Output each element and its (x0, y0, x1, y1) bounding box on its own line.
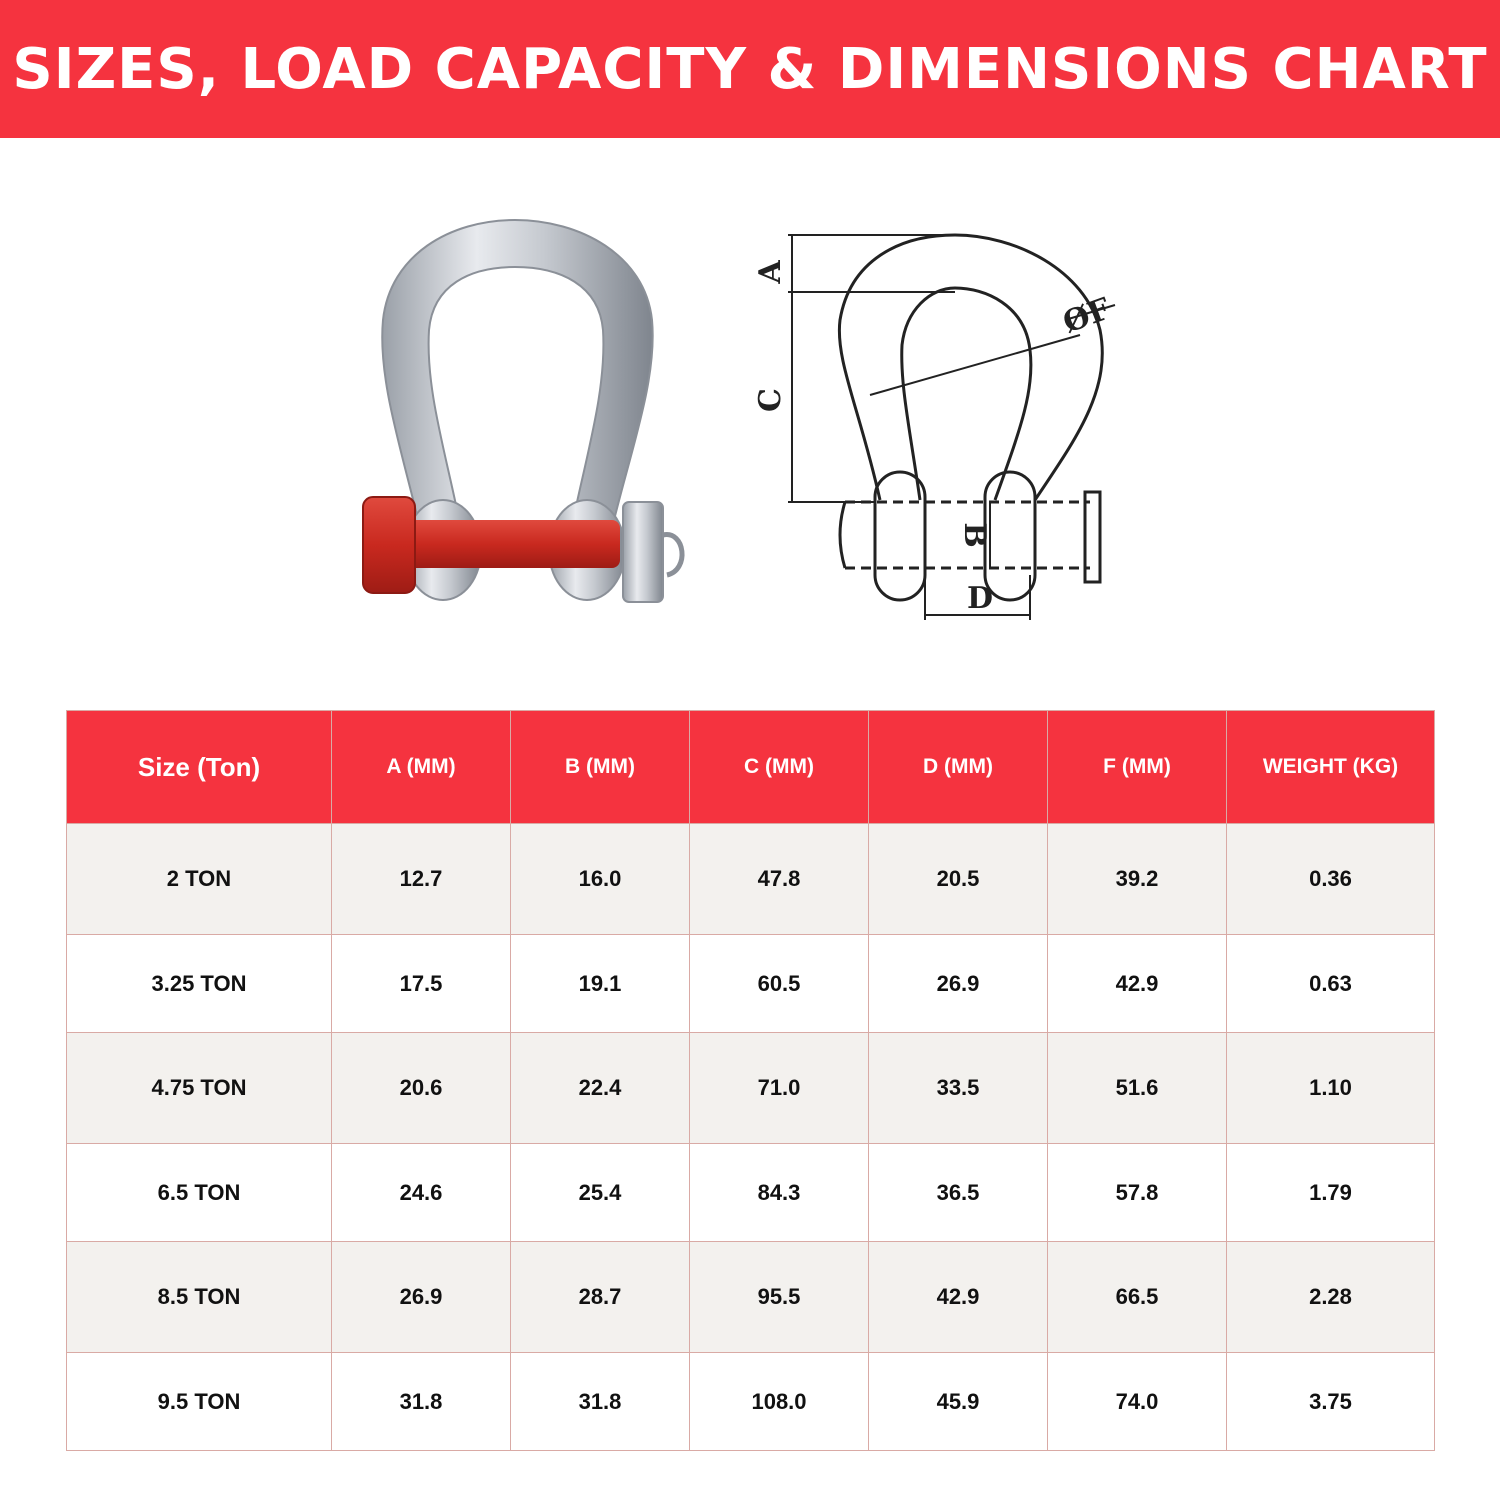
table-header-row (67, 711, 1435, 824)
cell-b: 28.7 (511, 1242, 690, 1353)
cell-weight: 0.36 (1227, 824, 1435, 935)
cell-size: 2 TON (67, 824, 332, 935)
cell-a: 20.6 (332, 1033, 511, 1144)
cell-weight: 0.63 (1227, 935, 1435, 1033)
cell-f: 74.0 (1048, 1353, 1227, 1451)
table-row (67, 824, 1435, 935)
cell-f: 51.6 (1048, 1033, 1227, 1144)
cell-f: 66.5 (1048, 1242, 1227, 1353)
header-b: B (MM) (511, 711, 690, 824)
cell-f: 42.9 (1048, 935, 1227, 1033)
cell-c: 47.8 (690, 824, 869, 935)
header-d: D (MM) (869, 711, 1048, 824)
table-row (67, 935, 1435, 1033)
label-f: ØF (1058, 291, 1116, 341)
cell-weight: 1.10 (1227, 1033, 1435, 1144)
cell-weight: 3.75 (1227, 1353, 1435, 1451)
header-a: A (MM) (332, 711, 511, 824)
cell-f: 57.8 (1048, 1144, 1227, 1242)
cell-a: 24.6 (332, 1144, 511, 1242)
cell-c: 71.0 (690, 1033, 869, 1144)
header-size: Size (Ton) (67, 711, 332, 824)
cell-size: 6.5 TON (67, 1144, 332, 1242)
cell-f: 39.2 (1048, 824, 1227, 935)
cell-b: 16.0 (511, 824, 690, 935)
label-d: D (966, 581, 994, 616)
header-weight: WEIGHT (KG) (1227, 711, 1435, 824)
cell-a: 17.5 (332, 935, 511, 1033)
header-f: F (MM) (1048, 711, 1227, 824)
cell-a: 26.9 (332, 1242, 511, 1353)
cell-b: 25.4 (511, 1144, 690, 1242)
cell-size: 3.25 TON (67, 935, 332, 1033)
shackle-photo (355, 215, 700, 615)
cell-c: 60.5 (690, 935, 869, 1033)
table-row (67, 1353, 1435, 1451)
cell-a: 31.8 (332, 1353, 511, 1451)
cell-d: 20.5 (869, 824, 1048, 935)
cell-a: 12.7 (332, 824, 511, 935)
specification-table (66, 710, 1435, 1451)
label-a: A (753, 260, 788, 284)
table-row (67, 1144, 1435, 1242)
cell-c: 108.0 (690, 1353, 869, 1451)
cell-c: 95.5 (690, 1242, 869, 1353)
cell-d: 36.5 (869, 1144, 1048, 1242)
cell-size: 4.75 TON (67, 1033, 332, 1144)
cell-weight: 1.79 (1227, 1144, 1435, 1242)
cell-b: 19.1 (511, 935, 690, 1033)
table-row (67, 1033, 1435, 1144)
cell-d: 42.9 (869, 1242, 1048, 1353)
cell-weight: 2.28 (1227, 1242, 1435, 1353)
dimension-diagram (740, 210, 1140, 630)
label-b: B (957, 522, 992, 548)
cell-b: 22.4 (511, 1033, 690, 1144)
table-row (67, 1242, 1435, 1353)
page-title: SIZES, LOAD CAPACITY & DIMENSIONS CHART (12, 36, 1488, 102)
cell-d: 33.5 (869, 1033, 1048, 1144)
cell-d: 26.9 (869, 935, 1048, 1033)
label-c: C (753, 388, 788, 412)
cell-c: 84.3 (690, 1144, 869, 1242)
cell-size: 9.5 TON (67, 1353, 332, 1451)
cell-size: 8.5 TON (67, 1242, 332, 1353)
cell-b: 31.8 (511, 1353, 690, 1451)
cell-d: 45.9 (869, 1353, 1048, 1451)
title-banner (0, 0, 1500, 138)
header-c: C (MM) (690, 711, 869, 824)
